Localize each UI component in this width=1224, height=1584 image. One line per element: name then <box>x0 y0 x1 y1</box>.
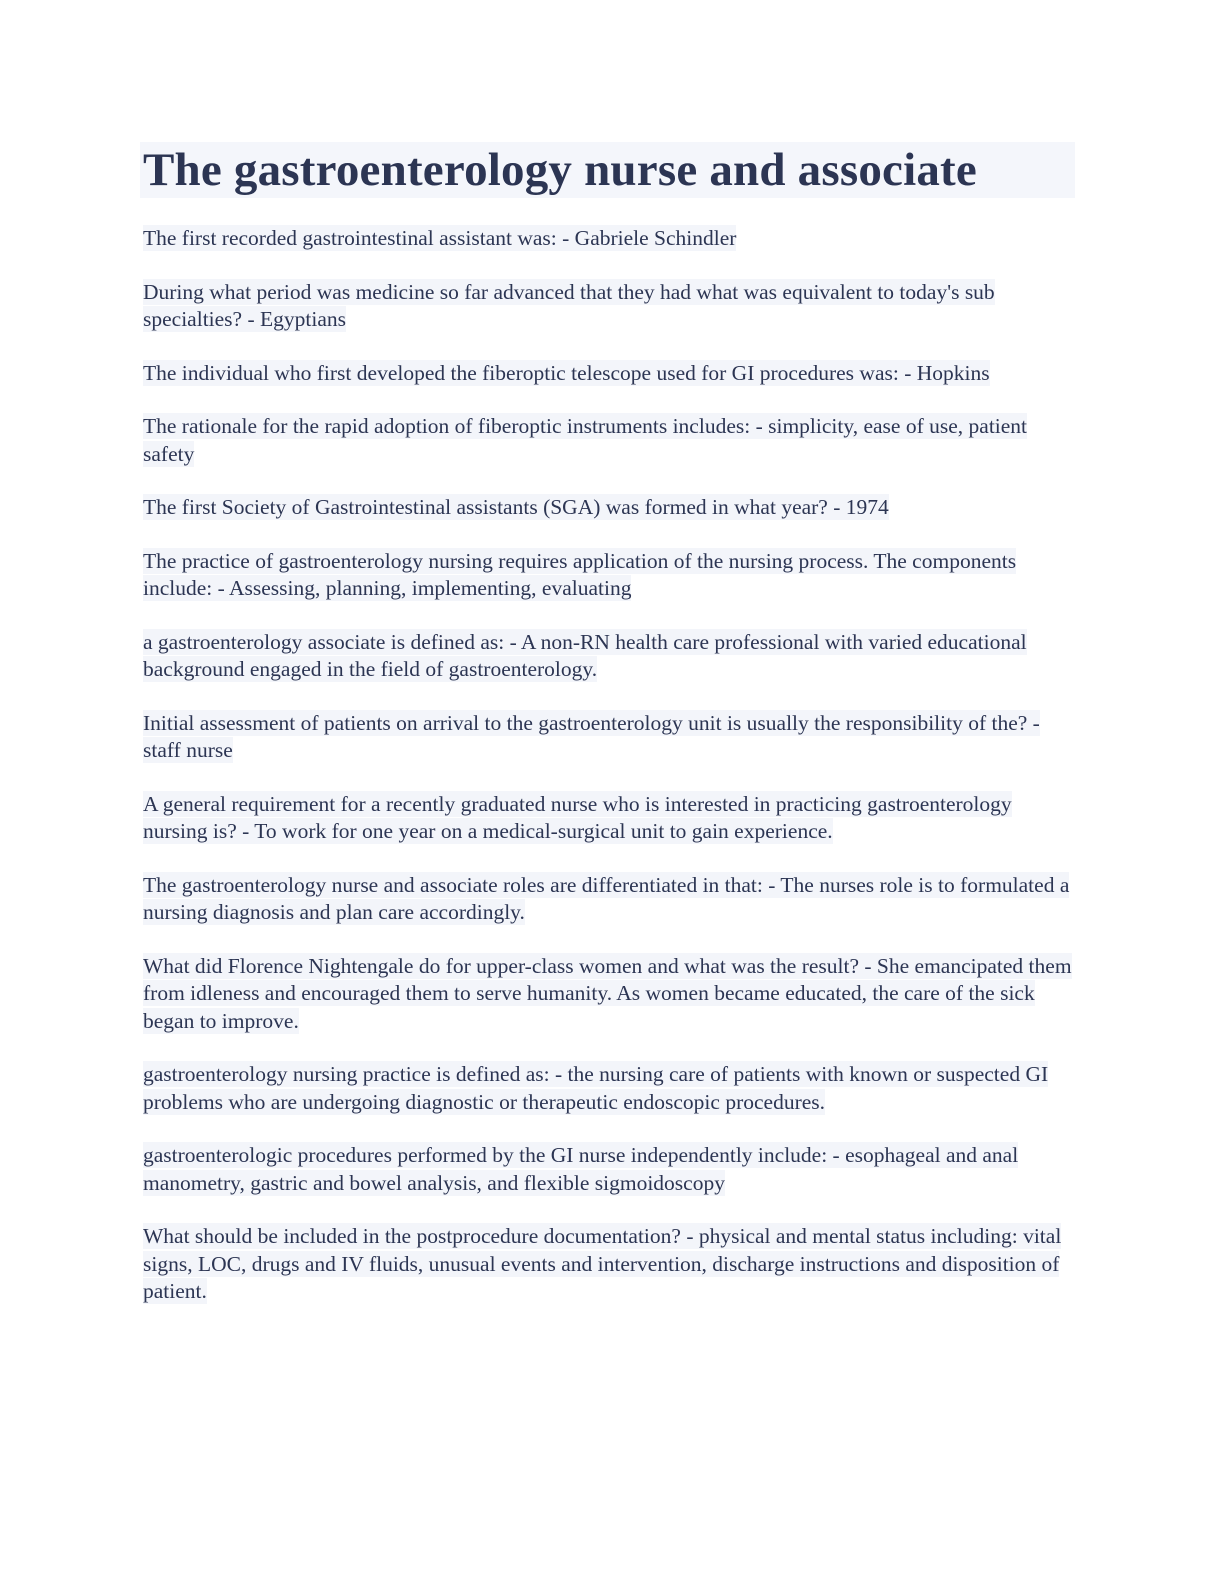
qa-item-10 <box>143 872 1075 927</box>
qa-item-5 <box>143 494 1075 522</box>
qa-item-1 <box>143 225 1075 253</box>
qa-item-4 <box>143 413 1075 468</box>
qa-item-11 <box>143 953 1075 1036</box>
qa-text: gastroenterologic procedures performed by the GI nurse independently include: - esophageal and anal manometry, gastric and bowel analysis, and flexible sigmoidoscopy <box>143 1143 1019 1195</box>
qa-text: a gastroenterology associate is defined as: - A non-RN health care professional with varied educational background engaged in the field of gastroenterology. <box>143 629 1027 681</box>
qa-item-14 <box>143 1223 1075 1306</box>
qa-item-8 <box>143 710 1075 765</box>
qa-text: The individual who first developed the fiberoptic telescope used for GI procedures was: - Hopkins <box>143 360 990 385</box>
document-page <box>143 142 1075 1332</box>
qa-item-9 <box>143 791 1075 846</box>
qa-item-12 <box>143 1061 1075 1116</box>
qa-text: The gastroenterology nurse and associate roles are differentiated in that: - The nurses role is to formulated a nursing diagnosis and plan care accordingly. <box>143 872 1070 924</box>
qa-text: The first Society of Gastrointestinal assistants (SGA) was formed in what year? - 1974 <box>143 495 889 519</box>
qa-text: During what period was medicine so far advanced that they had what was equivalent to today's sub specialties? - Egyptians <box>143 279 995 331</box>
document-title: The gastroenterology nurse and associate <box>140 142 1075 198</box>
qa-text: What should be included in the postprocedure documentation? - physical and mental status including: vital signs, LOC, drugs and IV fluids, unusual events and intervention, discharge instructions and disposition of patient. <box>143 1224 1062 1303</box>
qa-text: The first recorded gastrointestinal assistant was: - Gabriele Schindler <box>143 226 737 250</box>
qa-item-13 <box>143 1142 1075 1197</box>
qa-text: The practice of gastroenterology nursing requires application of the nursing process. The components include: - Assessing, planning, implementing, evaluating <box>143 548 1017 600</box>
qa-item-7 <box>143 629 1075 684</box>
qa-item-3 <box>143 360 1075 388</box>
qa-text: A general requirement for a recently graduated nurse who is interested in practicing gastroenterology nursing is? - To work for one year on a medical-surgical unit to gain experience. <box>143 791 1012 843</box>
qa-item-2 <box>143 279 1075 334</box>
qa-text: Initial assessment of patients on arrival to the gastroenterology unit is usually the responsibility of the? - staff nurse <box>143 710 1040 762</box>
qa-text: gastroenterology nursing practice is defined as: - the nursing care of patients with known or suspected GI problems who are undergoing diagnostic or therapeutic endoscopic procedures. <box>143 1062 1049 1114</box>
qa-text: What did Florence Nightengale do for upper-class women and what was the result? - She emancipated them from idleness and encouraged them to serve humanity. As women became educated, the care of the sick began to improve. <box>143 953 1072 1033</box>
qa-item-6 <box>143 548 1075 603</box>
qa-list <box>143 225 1075 1306</box>
qa-text: The rationale for the rapid adoption of fiberoptic instruments includes: - simplicity, ease of use, patient safety <box>143 414 1028 466</box>
